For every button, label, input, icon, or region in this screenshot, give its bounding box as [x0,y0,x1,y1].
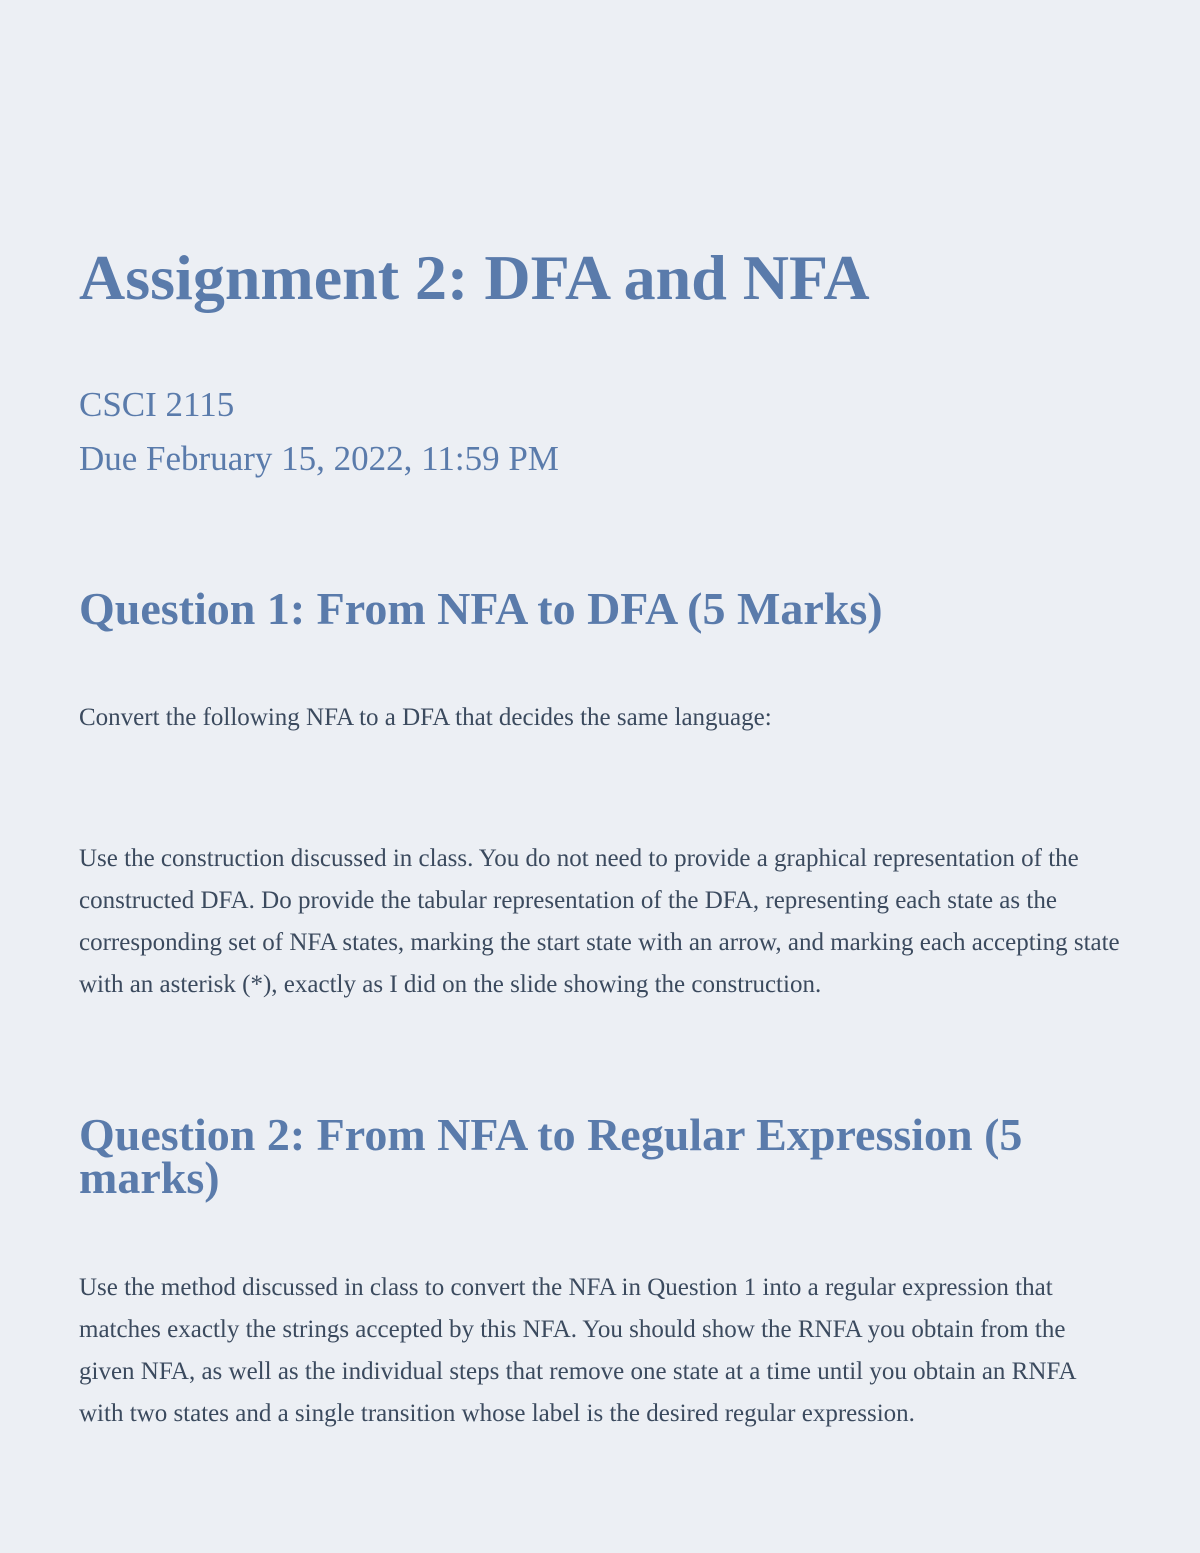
question-1-heading: Question 1: From NFA to DFA (5 Marks) [79,583,883,634]
question-1-intro: Convert the following NFA to a DFA that decides the same language: [79,704,772,731]
course-code: CSCI 2115 [79,385,235,424]
document-title: Assignment 2: DFA and NFA [79,242,870,313]
question-1-body: Use the construction discussed in class. You do not need to provide a graphical representation of the constructed DFA. Do provide the tabular representation of the DFA, representing each state as the corresponding set of NFA states, marking the start state with an arrow, and marking each accepting state with an asterisk (*), exactly as I did on the slide showing the construction. [79,845,1120,998]
due-date: Due February 15, 2022, 11:59 PM [79,439,559,478]
question-2-heading: Question 2: From NFA to Regular Expression (5 marks) [79,1109,1023,1203]
question-2-body: Use the method discussed in class to convert the NFA in Question 1 into a regular expression that matches exactly the strings accepted by this NFA. You should show the RNFA you obtain from the given NFA, as well as the individual steps that remove one state at a time until you obtain an RNFA with two states and a single transition whose label is the desired regular expression. [79,1274,1076,1427]
